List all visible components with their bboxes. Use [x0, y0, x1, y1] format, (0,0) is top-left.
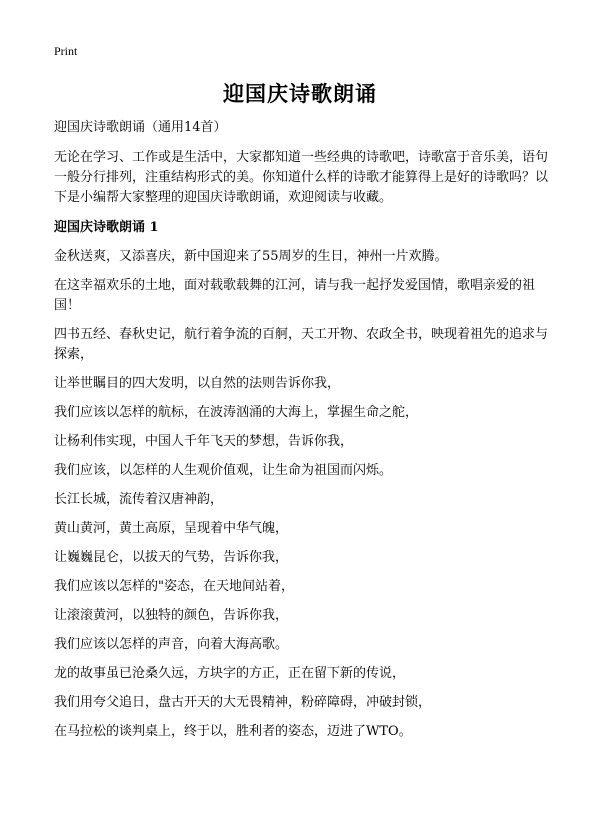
poem-line: 黄山黄河，黄土高原，呈现着中华气魄，: [54, 521, 289, 536]
poem-line: 长江长城，流传着汉唐神韵，: [54, 492, 224, 507]
poem-line: 我们用夸父追日，盘古开天的大无畏精神，粉碎障碍，冲破封锁，: [54, 695, 432, 710]
poem-line: 龙的故事虽已沧桑久远，方块字的方正，正在留下新的传说，: [54, 666, 406, 681]
poem-line: 让巍巍昆仑，以拔天的气势，告诉你我，: [54, 550, 289, 565]
poem-line: 让杨利伟实现，中国人千年飞天的梦想，告诉你我，: [54, 434, 354, 449]
article-body: [54, 118, 554, 751]
print-link[interactable]: Print: [54, 44, 78, 58]
poem-line: 我们应该以怎样的声音，向着大海高歌。: [54, 637, 289, 652]
section-heading: 迎国庆诗歌朗诵 1: [54, 220, 159, 235]
intro-paragraph: 无论在学习、工作或是生活中，大家都知道一些经典的诗歌吧，诗歌富于音乐美，语句一般分行排列，注重结构形式的美。你知道什么样的诗歌才能算得上是好的诗歌吗？以下是小编帮大家整理的迎国庆诗歌朗诵，欢迎阅读与收藏。: [54, 150, 549, 205]
page-title: 迎国庆诗歌朗诵: [223, 81, 377, 106]
poem-line: 让举世瞩目的四大发明，以自然的法则告诉你我，: [54, 376, 341, 391]
poem-line: 我们应该以怎样的航标，在波涛汹涌的大海上，掌握生命之舵，: [54, 405, 419, 420]
poem-line: 四书五经、春秋史记，航行着争流的百舸，天工开物、农政全书，映现着祖先的追求与探索，: [54, 327, 549, 362]
poem-line: 我们应该，以怎样的人生观价值观，让生命为祖国而闪烁。: [54, 463, 393, 478]
poem-line: 在马拉松的谈判桌上，终于以，胜利者的姿态，迈进了WTO。: [54, 724, 412, 739]
poem-line: 我们应该以怎样的"姿态，在天地间站着，: [54, 579, 294, 594]
article-subtitle: 迎国庆诗歌朗诵（通用14首）: [54, 120, 227, 135]
poem-line: 金秋送爽，又添喜庆，新中国迎来了55周岁的生日，神州一片欢腾。: [54, 249, 448, 264]
poem-line: 让滚滚黄河，以独特的颜色，告诉你我，: [54, 608, 289, 623]
poem-line: 在这幸福欢乐的土地，面对载歌载舞的江河，请与我一起抒发爱国情，歌唱亲爱的祖国！: [54, 278, 536, 313]
